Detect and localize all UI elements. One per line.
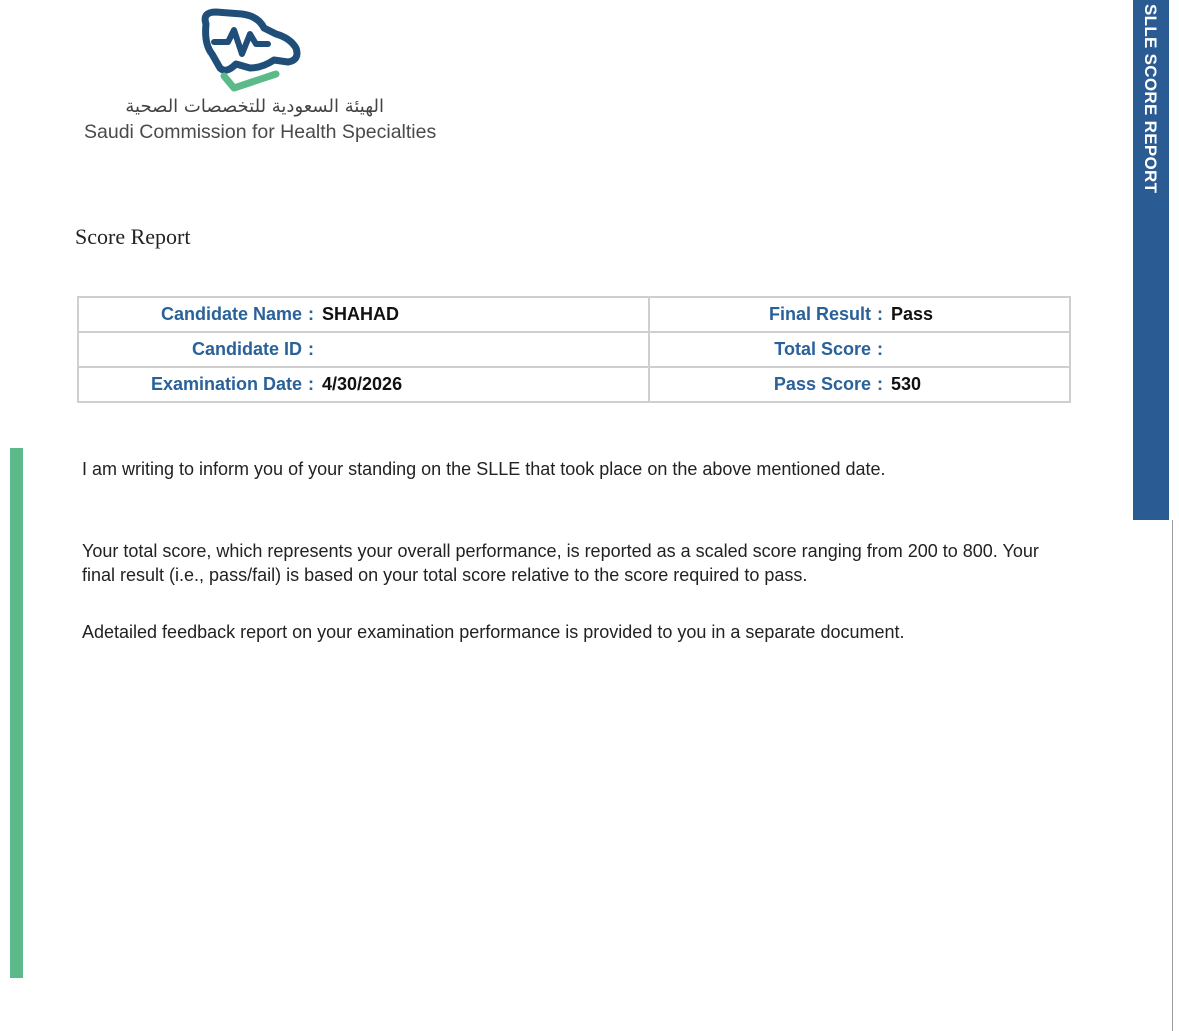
paragraph-score-explanation: Your total score, which represents your overall performance, is reported as a scaled score ranging from 200 to 800. Your final result (i.e., pass/fail) is based on your total score relative to the score required to pass. (82, 541, 1039, 585)
pass-score-value: 530 (891, 374, 922, 394)
scfhs-logo-icon (192, 4, 302, 94)
total-score-label: Total Score (774, 339, 871, 359)
org-name-english: Saudi Commission for Health Specialties (84, 121, 437, 143)
final-result-value: Pass (891, 304, 934, 324)
candidate-name-cell (78, 297, 649, 332)
separator: : (877, 374, 883, 394)
paragraph-standing: I am writing to inform you of your standing on the SLLE that took place on the above mentioned date. (82, 459, 886, 479)
separator: : (308, 304, 314, 324)
candidate-name-value: SHAHAD (322, 304, 400, 324)
separator: : (877, 339, 883, 359)
total-score-cell (649, 332, 1070, 367)
side-tab-label: SLLE SCORE REPORT (1141, 4, 1160, 194)
candidate-info-table (77, 296, 1071, 403)
separator: : (308, 339, 314, 359)
final-result-cell (649, 297, 1070, 332)
paragraph-feedback: Adetailed feedback report on your examination performance is provided to you in a separate document. (82, 622, 905, 642)
table-row (78, 297, 1070, 332)
table-row (78, 332, 1070, 367)
right-edge-line (1172, 520, 1173, 1031)
examination-date-label: Examination Date (150, 374, 302, 394)
document-title: Score Report (75, 224, 191, 249)
examination-date-cell (78, 367, 649, 402)
left-accent-bar (10, 448, 23, 978)
table-row (78, 367, 1070, 402)
candidate-name-label: Candidate Name (160, 304, 302, 324)
pass-score-cell (649, 367, 1070, 402)
examination-date-value: 4/30/2026 (322, 374, 403, 394)
separator: : (308, 374, 314, 394)
pass-score-label: Pass Score (773, 374, 871, 394)
org-name-arabic: الهيئة السعودية للتخصصات الصحية (125, 96, 384, 117)
candidate-id-label: Candidate ID (191, 339, 302, 359)
separator: : (877, 304, 883, 324)
candidate-id-cell (78, 332, 649, 367)
final-result-label: Final Result (768, 304, 871, 324)
